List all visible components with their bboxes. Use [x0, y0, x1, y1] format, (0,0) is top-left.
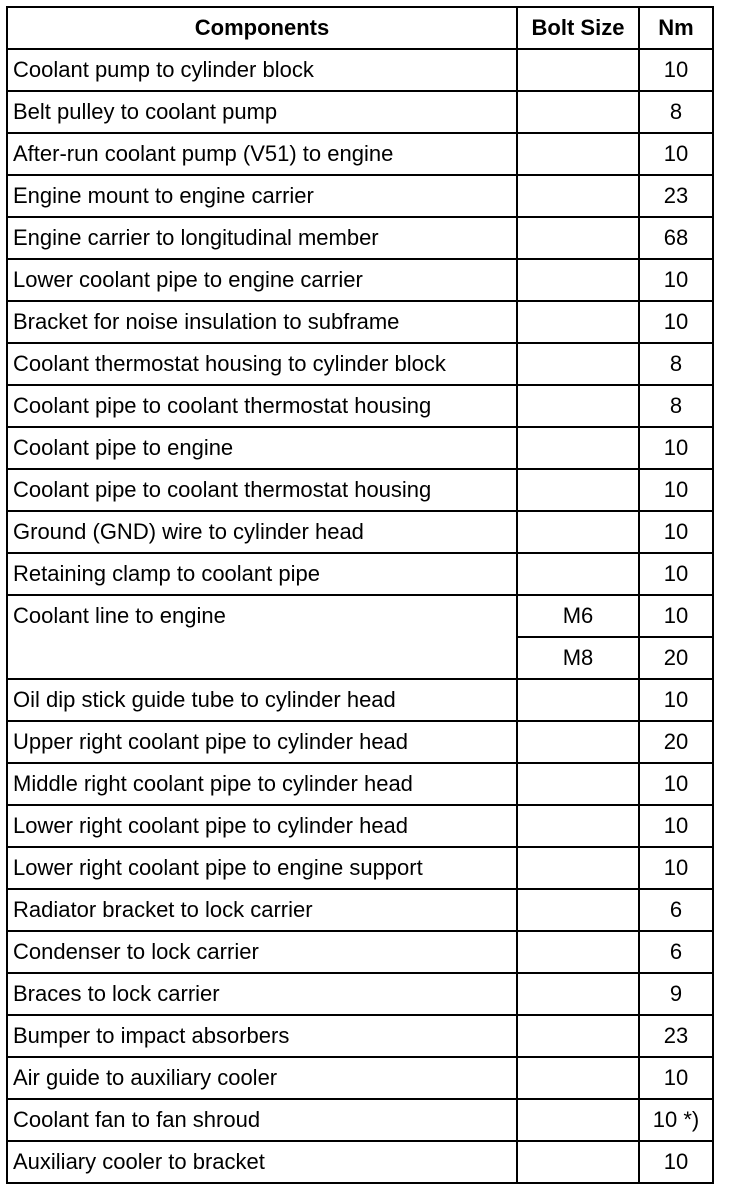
- component-cell: Bracket for noise insulation to subframe: [7, 301, 517, 343]
- component-cell: Auxiliary cooler to bracket: [7, 1141, 517, 1183]
- table-row: [7, 511, 713, 553]
- component-cell: Braces to lock carrier: [7, 973, 517, 1015]
- component-cell: Belt pulley to coolant pump: [7, 91, 517, 133]
- bolt-size-cell: [517, 847, 639, 889]
- bolt-size-cell: [517, 259, 639, 301]
- table-row: [7, 301, 713, 343]
- torque-value-cell: 10: [639, 553, 713, 595]
- component-cell: Oil dip stick guide tube to cylinder head: [7, 679, 517, 721]
- component-cell: Radiator bracket to lock carrier: [7, 889, 517, 931]
- torque-value-cell: 9: [639, 973, 713, 1015]
- bolt-size-cell: [517, 1057, 639, 1099]
- torque-value-cell: 10: [639, 133, 713, 175]
- bolt-size-cell: [517, 805, 639, 847]
- torque-value-cell: 20: [639, 637, 713, 679]
- bolt-size-cell: [517, 889, 639, 931]
- table-row: [7, 931, 713, 973]
- component-cell: Coolant line to engine: [7, 595, 517, 679]
- torque-value-cell: 10: [639, 679, 713, 721]
- torque-value-cell: 8: [639, 343, 713, 385]
- table-row: [7, 1057, 713, 1099]
- bolt-size-cell: [517, 175, 639, 217]
- header-bolt-size: Bolt Size: [517, 7, 639, 49]
- torque-value-cell: 20: [639, 721, 713, 763]
- component-cell: Engine mount to engine carrier: [7, 175, 517, 217]
- torque-value-cell: 10: [639, 301, 713, 343]
- torque-value-cell: 6: [639, 931, 713, 973]
- bolt-size-cell: [517, 49, 639, 91]
- table-row: [7, 133, 713, 175]
- component-cell: Upper right coolant pipe to cylinder head: [7, 721, 517, 763]
- table-row: [7, 805, 713, 847]
- bolt-size-cell: [517, 217, 639, 259]
- table-row: [7, 469, 713, 511]
- component-cell: Air guide to auxiliary cooler: [7, 1057, 517, 1099]
- torque-value-cell: 10: [639, 427, 713, 469]
- component-cell: Condenser to lock carrier: [7, 931, 517, 973]
- table-row: [7, 427, 713, 469]
- bolt-size-cell: [517, 133, 639, 175]
- table-row: [7, 595, 713, 637]
- bolt-size-cell: [517, 973, 639, 1015]
- bolt-size-cell: [517, 721, 639, 763]
- header-components: Components: [7, 7, 517, 49]
- table-row: [7, 763, 713, 805]
- bolt-size-cell: M8: [517, 637, 639, 679]
- table-row: [7, 721, 713, 763]
- torque-value-cell: 10: [639, 259, 713, 301]
- bolt-size-cell: [517, 679, 639, 721]
- component-cell: Coolant pipe to engine: [7, 427, 517, 469]
- torque-value-cell: 10: [639, 847, 713, 889]
- table-row: [7, 1141, 713, 1183]
- bolt-size-cell: [517, 553, 639, 595]
- bolt-size-cell: [517, 763, 639, 805]
- component-cell: Coolant pipe to coolant thermostat housing: [7, 469, 517, 511]
- table-row: [7, 973, 713, 1015]
- table-row: [7, 343, 713, 385]
- table-row: [7, 553, 713, 595]
- bolt-size-cell: [517, 343, 639, 385]
- table-row: [7, 259, 713, 301]
- torque-value-cell: 10 *): [639, 1099, 713, 1141]
- table-row: [7, 1099, 713, 1141]
- torque-value-cell: 23: [639, 1015, 713, 1057]
- torque-value-cell: 10: [639, 763, 713, 805]
- bolt-size-cell: [517, 1015, 639, 1057]
- table-row: [7, 1015, 713, 1057]
- torque-value-cell: 10: [639, 1141, 713, 1183]
- torque-value-cell: 23: [639, 175, 713, 217]
- component-cell: Coolant pump to cylinder block: [7, 49, 517, 91]
- component-cell: Ground (GND) wire to cylinder head: [7, 511, 517, 553]
- bolt-size-cell: [517, 469, 639, 511]
- component-cell: Retaining clamp to coolant pipe: [7, 553, 517, 595]
- component-cell: Coolant pipe to coolant thermostat housing: [7, 385, 517, 427]
- component-cell: Middle right coolant pipe to cylinder head: [7, 763, 517, 805]
- torque-value-cell: 8: [639, 91, 713, 133]
- bolt-size-cell: [517, 427, 639, 469]
- component-cell: Coolant thermostat housing to cylinder block: [7, 343, 517, 385]
- component-cell: Lower right coolant pipe to engine support: [7, 847, 517, 889]
- table-row: [7, 847, 713, 889]
- header-row: [7, 7, 713, 49]
- bolt-size-cell: [517, 1099, 639, 1141]
- component-cell: After-run coolant pump (V51) to engine: [7, 133, 517, 175]
- component-cell: Coolant fan to fan shroud: [7, 1099, 517, 1141]
- header-nm: Nm: [639, 7, 713, 49]
- bolt-size-cell: [517, 301, 639, 343]
- torque-value-cell: 68: [639, 217, 713, 259]
- torque-value-cell: 8: [639, 385, 713, 427]
- bolt-size-cell: [517, 511, 639, 553]
- torque-value-cell: 10: [639, 805, 713, 847]
- bolt-size-cell: M6: [517, 595, 639, 637]
- table-body: [7, 49, 713, 1183]
- table-row: [7, 385, 713, 427]
- table-row: [7, 91, 713, 133]
- table-row: [7, 49, 713, 91]
- torque-value-cell: 10: [639, 1057, 713, 1099]
- component-cell: Lower right coolant pipe to cylinder head: [7, 805, 517, 847]
- bolt-size-cell: [517, 1141, 639, 1183]
- torque-value-cell: 10: [639, 469, 713, 511]
- torque-value-cell: 6: [639, 889, 713, 931]
- torque-value-cell: 10: [639, 511, 713, 553]
- torque-specification-table: [6, 6, 714, 1184]
- component-cell: Engine carrier to longitudinal member: [7, 217, 517, 259]
- bolt-size-cell: [517, 385, 639, 427]
- component-cell: Bumper to impact absorbers: [7, 1015, 517, 1057]
- torque-value-cell: 10: [639, 595, 713, 637]
- bolt-size-cell: [517, 931, 639, 973]
- table-row: [7, 175, 713, 217]
- component-cell: Lower coolant pipe to engine carrier: [7, 259, 517, 301]
- torque-value-cell: 10: [639, 49, 713, 91]
- table-row: [7, 679, 713, 721]
- table-row: [7, 217, 713, 259]
- bolt-size-cell: [517, 91, 639, 133]
- table-row: [7, 889, 713, 931]
